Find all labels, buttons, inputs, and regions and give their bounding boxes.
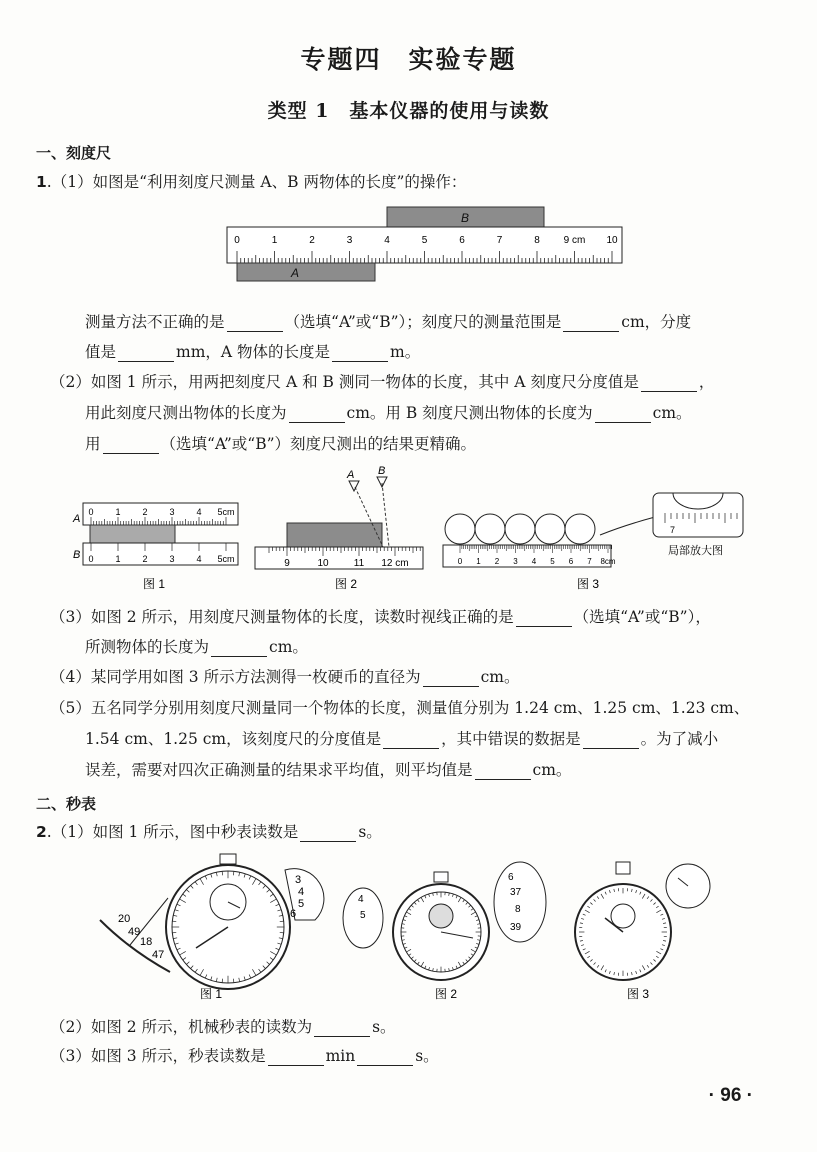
fig2-label: 11: [353, 558, 365, 569]
ruler-label: 0: [234, 235, 240, 246]
sw3-subdial: [611, 904, 635, 928]
q1-p1-intro-text: .（1）如图是“利用刻度尺测量 A、B 两物体的长度”的操作：: [46, 173, 467, 191]
q1-p1-text-a: 测量方法不正确的是: [85, 313, 225, 331]
q2-p2-text-a: （2）如图 2 所示，机械秒表的读数为: [50, 1018, 313, 1036]
fig3-label: 4: [531, 557, 537, 566]
q1-p3-text-b: （选填“A”或“B”），: [573, 608, 711, 626]
ruler-label: 10: [606, 235, 618, 246]
answer-blank[interactable]: [423, 670, 479, 687]
fig2-ruler: [255, 465, 423, 591]
section-stopwatch-heading: 二、秒表: [36, 795, 97, 813]
q1-p1-text-f: m。: [390, 343, 421, 361]
coin: [535, 514, 565, 544]
ruler-label: 4: [384, 235, 390, 246]
sw2-left-label: 5: [360, 910, 366, 921]
ruler-label: 9 cm: [563, 235, 586, 246]
q2-p1-text-b: s。: [358, 823, 382, 841]
ruler-a-label: 2: [142, 507, 148, 517]
q1-p1-text-e: mm，A 物体的长度是: [176, 343, 331, 361]
ruler-b-label: 0: [88, 554, 94, 564]
fig3-label: 6: [568, 557, 574, 566]
sw1-side-label: 6: [290, 908, 297, 920]
ruler-a-label: 5cm: [217, 507, 235, 517]
answer-blank[interactable]: [118, 345, 174, 362]
q1-p2-line1: [50, 372, 714, 392]
q2-p1-text-a: .（1）如图 1 所示，图中秒表读数是: [46, 823, 299, 841]
fig3-caption: 图 3: [577, 577, 600, 591]
q1-p2-text-b: ，: [698, 373, 715, 391]
q1-p2-text-d: cm。用 B 刻度尺测出物体的长度为: [346, 404, 593, 422]
q1-p3-text-a: （3）如图 2 所示，用刻度尺测量物体的长度，读数时视线正确的是: [50, 608, 514, 626]
object-a: [237, 263, 375, 281]
q2-p3-line: [50, 1046, 439, 1066]
section-ruler-heading: 一、刻度尺: [36, 144, 112, 162]
answer-blank[interactable]: [475, 763, 531, 780]
q2-p3-text-c: s。: [415, 1047, 439, 1065]
q1-p4-text-a: （4）某同学用如图 3 所示方法测得一枚硬币的直径为: [50, 668, 421, 686]
fig3-label: 1: [476, 557, 481, 566]
ruler-b-label: 4: [196, 554, 202, 564]
ruler-b-label: B: [73, 549, 81, 561]
q2-p3-text-b: min: [325, 1047, 356, 1065]
answer-blank[interactable]: [300, 825, 356, 842]
answer-blank[interactable]: [314, 1020, 370, 1037]
q1-p1-text-d: 值是: [85, 343, 117, 361]
sw1-left-label: 20: [118, 913, 131, 925]
ruler-b-label: 5cm: [217, 554, 235, 564]
q1-p3-line2: [85, 637, 308, 657]
ruler-label: 3: [346, 235, 353, 246]
answer-blank[interactable]: [103, 437, 159, 454]
sw2-subdial: [429, 904, 453, 928]
answer-blank[interactable]: [595, 406, 651, 423]
fig3-label: 5: [550, 557, 555, 566]
coin: [445, 514, 475, 544]
q1-p5-line2: [85, 729, 718, 749]
zoom-box: [653, 493, 743, 537]
q1-p4-line: [50, 667, 519, 687]
fig2-object: [287, 523, 382, 547]
q1-p3-line1: [50, 607, 711, 627]
ruler-b-label: 3: [169, 554, 175, 564]
sightline-b: [382, 483, 389, 547]
sw1-left-label: 18: [140, 936, 153, 948]
sw1-side-label: 5: [298, 898, 305, 910]
sw2-left-label: 4: [358, 894, 364, 905]
zoom-caption: 局部放大图: [668, 545, 723, 557]
fig2-label: 9: [284, 558, 290, 569]
fig3-label: 8cm: [600, 557, 616, 566]
fig3-label: 0: [457, 557, 463, 566]
q2-p2-line: [50, 1017, 396, 1037]
answer-blank[interactable]: [289, 406, 345, 423]
object-a-label: A: [290, 266, 300, 280]
q1-p2-line3: [85, 434, 476, 454]
fig3-label: 3: [513, 557, 518, 566]
ruler-figure-main: [225, 205, 625, 285]
object-b-label: B: [460, 211, 470, 225]
sw1-left-label: 49: [128, 926, 141, 938]
sw2-right-label: 39: [510, 922, 522, 933]
q1-p5-text-a: （5）五名同学分别用刻度尺测量同一个物体的长度，测量值分别为 1.24 cm、1.25 cm、1.23 cm、: [50, 699, 750, 717]
sw-fig1-caption: 图 1: [200, 987, 223, 1001]
q1-number: 1: [36, 173, 47, 191]
fig2-caption: 图 2: [335, 577, 358, 591]
q1-p1-text-b: （选填“A”或“B”）；刻度尺的测量范围是: [284, 313, 562, 331]
answer-blank[interactable]: [563, 315, 619, 332]
fig3-label: 7: [587, 557, 592, 566]
q1-p2-text-g: （选填“A”或“B”）刻度尺测出的结果更精确。: [160, 435, 477, 453]
ruler-a-label: 1: [115, 507, 121, 517]
eye-a-icon: [349, 481, 359, 491]
stopwatch-figures: [90, 850, 730, 1005]
answer-blank[interactable]: [227, 315, 283, 332]
ruler-label: 2: [309, 235, 315, 246]
fig1-object: [90, 525, 175, 543]
ruler-label: 8: [534, 235, 540, 246]
ruler-label: 1: [271, 235, 278, 246]
stopwatch-1: [100, 854, 324, 1001]
sw2-right-label: 6: [508, 872, 514, 883]
coin: [565, 514, 595, 544]
answer-blank[interactable]: [516, 610, 572, 627]
q1-p2-text-f: 用: [85, 435, 101, 453]
q1-p5-text-d: 。为了减小: [640, 730, 719, 748]
zoom-number: 7: [670, 525, 676, 535]
q2-p1-line: [36, 822, 382, 842]
q1-p4-text-b: cm。: [480, 668, 520, 686]
q2-p2-text-b: s。: [372, 1018, 396, 1036]
answer-blank[interactable]: [383, 732, 439, 749]
ruler-a-label: 4: [196, 507, 202, 517]
q1-p1-text-c: cm，分度: [621, 313, 692, 331]
fig2-label: 10: [317, 558, 329, 569]
answer-blank[interactable]: [332, 345, 388, 362]
ruler-label: 7: [496, 235, 503, 246]
stopwatch-3: [575, 862, 710, 1001]
zoom-pointer: [600, 517, 655, 535]
stopwatch-2: [343, 862, 546, 1001]
fig1-rulers: [72, 503, 238, 591]
sw-fig2-caption: 图 2: [435, 987, 458, 1001]
q1-p5-text-c: ，其中错误的数据是: [441, 730, 581, 748]
q1-p5-line1: [50, 698, 749, 718]
ruler-b-label: 1: [115, 554, 121, 564]
sw1-side-label: 4: [298, 886, 305, 898]
sw3-crown: [616, 862, 630, 874]
q2-p3-text-a: （3）如图 3 所示，秒表读数是: [50, 1047, 266, 1065]
q1-p2-text-a: （2）如图 1 所示，用两把刻度尺 A 和 B 测同一物体的长度，其中 A 刻度尺分度值是: [50, 373, 639, 391]
ruler-figures-row: [65, 465, 765, 595]
eye-b-label: B: [378, 465, 386, 477]
fig1-caption: 图 1: [143, 577, 166, 591]
coin: [475, 514, 505, 544]
q1-intro: [36, 172, 466, 192]
q2-number: 2: [36, 823, 47, 841]
coin: [505, 514, 535, 544]
ruler-label: 5: [421, 235, 428, 246]
ruler-a-label: 3: [169, 507, 175, 517]
sw1-crown: [220, 854, 236, 864]
ruler-a-label: 0: [88, 507, 94, 517]
ruler-a: [83, 503, 238, 525]
answer-blank[interactable]: [641, 375, 697, 392]
ruler-b: [83, 543, 238, 565]
sw2-right-label: 37: [510, 887, 522, 898]
sw2-right-label: 8: [515, 904, 521, 915]
q1-p5-text-f: cm。: [532, 761, 572, 779]
q1-p5-line3: [85, 760, 571, 780]
fig2-label: 12 cm: [381, 558, 409, 569]
q1-p1-line1: [85, 312, 691, 332]
answer-blank[interactable]: [583, 732, 639, 749]
q1-p5-text-b: 1.54 cm、1.25 cm，该刻度尺的分度值是: [85, 730, 382, 748]
ruler-a-label: A: [73, 513, 81, 525]
answer-blank[interactable]: [268, 1049, 324, 1066]
page-title: 专题四 实验专题: [300, 45, 517, 74]
q1-p3-text-c: 所测物体的长度为: [85, 638, 210, 656]
page-subtitle: 类型 1 基本仪器的使用与读数: [267, 100, 550, 122]
q1-p5-text-e: 误差，需要对四次正确测量的结果求平均值，则平均值是: [85, 761, 473, 779]
ruler-label: 6: [459, 235, 465, 246]
q1-p3-text-d: cm。: [269, 638, 308, 656]
page-number: · 96 ·: [708, 1085, 753, 1106]
answer-blank[interactable]: [357, 1049, 413, 1066]
q1-p2-line2: [85, 403, 692, 423]
eye-a-label: A: [347, 469, 355, 481]
q1-p2-text-c: 用此刻度尺测出物体的长度为: [85, 404, 287, 422]
sw1-left-label: 47: [152, 949, 165, 961]
q1-p2-text-e: cm。: [652, 404, 692, 422]
sw-fig3-caption: 图 3: [627, 987, 650, 1001]
fig3-coins: [443, 493, 743, 591]
sw2-crown: [434, 872, 448, 882]
ruler-b-label: 2: [142, 554, 148, 564]
fig3-label: 2: [494, 557, 500, 566]
answer-blank[interactable]: [211, 640, 267, 657]
sw1-side-label: 3: [295, 874, 302, 886]
q1-p1-line2: [85, 342, 420, 362]
